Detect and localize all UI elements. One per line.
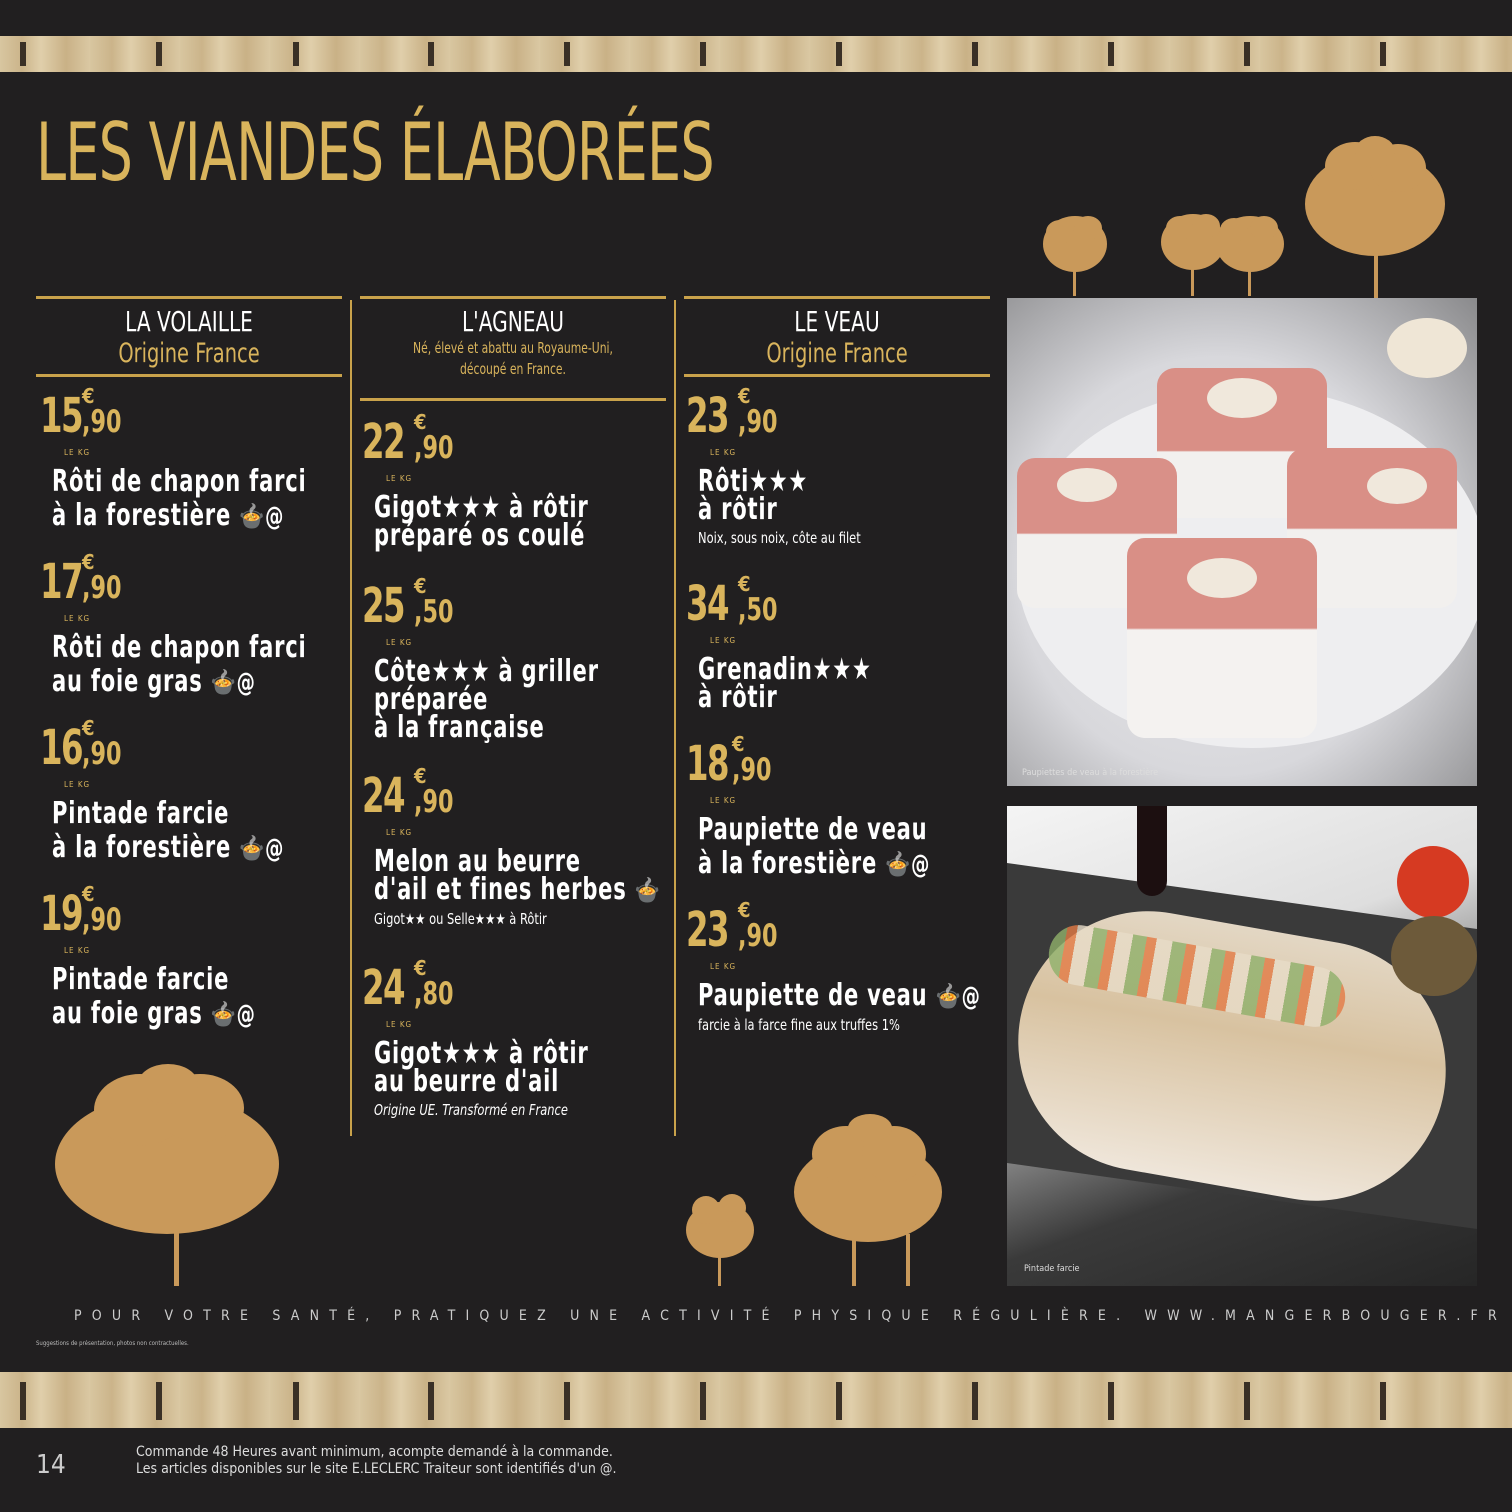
product-name: au foie gras (52, 996, 203, 1031)
order-info-line: Commande 48 Heures avant minimum, acompte demandé à la commande. (136, 1444, 613, 1460)
page-number: 14 (36, 1450, 66, 1480)
price-tag: 17 € ,90 (40, 550, 122, 610)
photo-caption: Paupiettes de veau à la forestière (1022, 768, 1159, 778)
column-rule (684, 374, 990, 377)
column-origin: Origine France (766, 338, 908, 369)
unit-label: LE KG (386, 1020, 413, 1029)
photo-paupiettes (1007, 298, 1477, 786)
disclaimer: Suggestions de présentation, photos non contractuelles. (36, 1340, 189, 1347)
price-tag: 34 € ,50 (686, 572, 778, 632)
price-tag: 25 € ,50 (362, 574, 454, 634)
tree-icon (50, 1064, 284, 1286)
tree-icon (1040, 210, 1110, 296)
photo-caption: Pintade farcie (1024, 1264, 1080, 1274)
product-name: Côte★★★ à griller (374, 654, 599, 689)
price-tag: 24 € ,90 (362, 764, 454, 824)
page-title: LES VIANDES ÉLABORÉES (36, 106, 714, 199)
product-item (686, 898, 1060, 1035)
product-name: à la française (374, 710, 545, 745)
top-wood-border (0, 36, 1512, 72)
product-item (362, 764, 742, 929)
product-item (686, 732, 996, 881)
price-tag: 15 € ,90 (40, 384, 122, 444)
product-name: Gigot★★★ à rôtir (374, 1036, 589, 1071)
column-title: L'AGNEAU (461, 305, 565, 338)
product-name: préparé os coulé (374, 518, 586, 553)
product-name: Pintade farcie (52, 962, 230, 997)
product-subtitle: Origine UE. Transformé en France (374, 1101, 568, 1119)
column-divider (674, 300, 676, 1136)
price-tag: 16 € ,90 (40, 716, 122, 776)
unit-label: LE KG (386, 638, 413, 647)
product-name: Grenadin★★★ (698, 652, 872, 687)
traiteur-at-icon: 🍲@ (210, 668, 256, 698)
column-rule (36, 296, 342, 299)
product-name: Paupiette de veau (698, 812, 928, 847)
product-name: à la forestière (52, 830, 232, 865)
product-name: à rôtir (698, 680, 778, 715)
column-title: LA VOLAILLE (125, 305, 253, 338)
column-rule (360, 296, 666, 299)
unit-label: LE KG (64, 946, 91, 955)
product-item (362, 956, 649, 1120)
product-name: Rôti de chapon farci (52, 464, 307, 499)
traiteur-icon: 🍲 (634, 876, 661, 906)
tree-icon (684, 1190, 756, 1286)
product-name: Gigot★★★ à rôtir (374, 490, 589, 525)
column-origin: Origine France (118, 338, 260, 369)
column-header-veau (684, 306, 990, 370)
column-rule (36, 374, 342, 377)
price-tag: 24 € ,80 (362, 956, 454, 1016)
column-header-agneau (360, 306, 666, 380)
column-origin: découpé en France. (460, 360, 566, 378)
product-item (40, 550, 378, 699)
product-name: à la forestière (52, 498, 232, 533)
product-item (40, 882, 313, 1031)
unit-label: LE KG (710, 962, 737, 971)
order-info-line: Les articles disponibles sur le site E.LECLERC Traiteur sont identifiés d'un @. (136, 1461, 617, 1477)
product-item (362, 574, 662, 745)
product-subtitle: Gigot★★ ou Selle★★★ à Rôtir (374, 910, 547, 928)
photo-pintade (1007, 806, 1477, 1286)
product-item (40, 384, 378, 533)
column-origin: Né, élevé et abattu au Royaume-Uni, (413, 339, 613, 357)
unit-label: LE KG (64, 780, 91, 789)
traiteur-at-icon: 🍲@ (210, 1000, 256, 1030)
unit-label: LE KG (64, 448, 91, 457)
bottom-wood-border (0, 1372, 1512, 1428)
traiteur-at-icon: 🍲@ (239, 834, 285, 864)
product-subtitle: Noix, sous noix, côte au filet (698, 529, 861, 547)
tree-icon (1300, 134, 1450, 298)
product-name: préparée (374, 682, 489, 717)
unit-label: LE KG (710, 636, 737, 645)
price-tag: 22 € ,90 (362, 410, 454, 470)
traiteur-at-icon: 🍲@ (885, 850, 931, 880)
price-tag: 23 € ,90 (686, 384, 778, 444)
unit-label: LE KG (64, 614, 91, 623)
product-item (686, 572, 921, 715)
price-tag: 19 € ,90 (40, 882, 122, 942)
health-notice: POUR VOTRE SANTÉ, PRATIQUEZ UNE ACTIVITÉ PHYSIQUE RÉGULIÈRE. WWW.MANGERBOUGER.FR (74, 1308, 1507, 1324)
product-item (362, 410, 649, 553)
product-name: à la forestière (698, 846, 878, 881)
tree-icon (1212, 210, 1288, 296)
price-tag: 18 € ,90 (686, 732, 772, 792)
unit-label: LE KG (710, 448, 737, 457)
price-tag: 23 € ,90 (686, 898, 778, 958)
column-rule (360, 398, 666, 401)
product-name: Paupiette de veau (698, 978, 928, 1013)
product-name: au beurre d'ail (374, 1064, 560, 1099)
traiteur-at-icon: 🍲@ (935, 982, 981, 1012)
product-name: Pintade farcie (52, 796, 230, 831)
product-name: d'ail et fines herbes (374, 872, 627, 907)
product-name: Melon au beurre (374, 844, 581, 879)
tree-icon (790, 1114, 946, 1286)
product-subtitle: farcie à la farce fine aux truffes 1% (698, 1016, 900, 1034)
traiteur-at-icon: 🍲@ (239, 502, 285, 532)
column-rule (684, 296, 990, 299)
product-item (40, 716, 350, 865)
column-header-volaille (36, 306, 342, 370)
product-name: au foie gras (52, 664, 203, 699)
column-title: LE VEAU (794, 305, 880, 338)
unit-label: LE KG (386, 474, 413, 483)
product-name: Rôti★★★ (698, 464, 809, 499)
unit-label: LE KG (386, 828, 413, 837)
product-item (686, 384, 889, 548)
unit-label: LE KG (710, 796, 737, 805)
product-name: Rôti de chapon farci (52, 630, 307, 665)
order-info (136, 1444, 616, 1478)
product-name: à rôtir (698, 492, 778, 527)
